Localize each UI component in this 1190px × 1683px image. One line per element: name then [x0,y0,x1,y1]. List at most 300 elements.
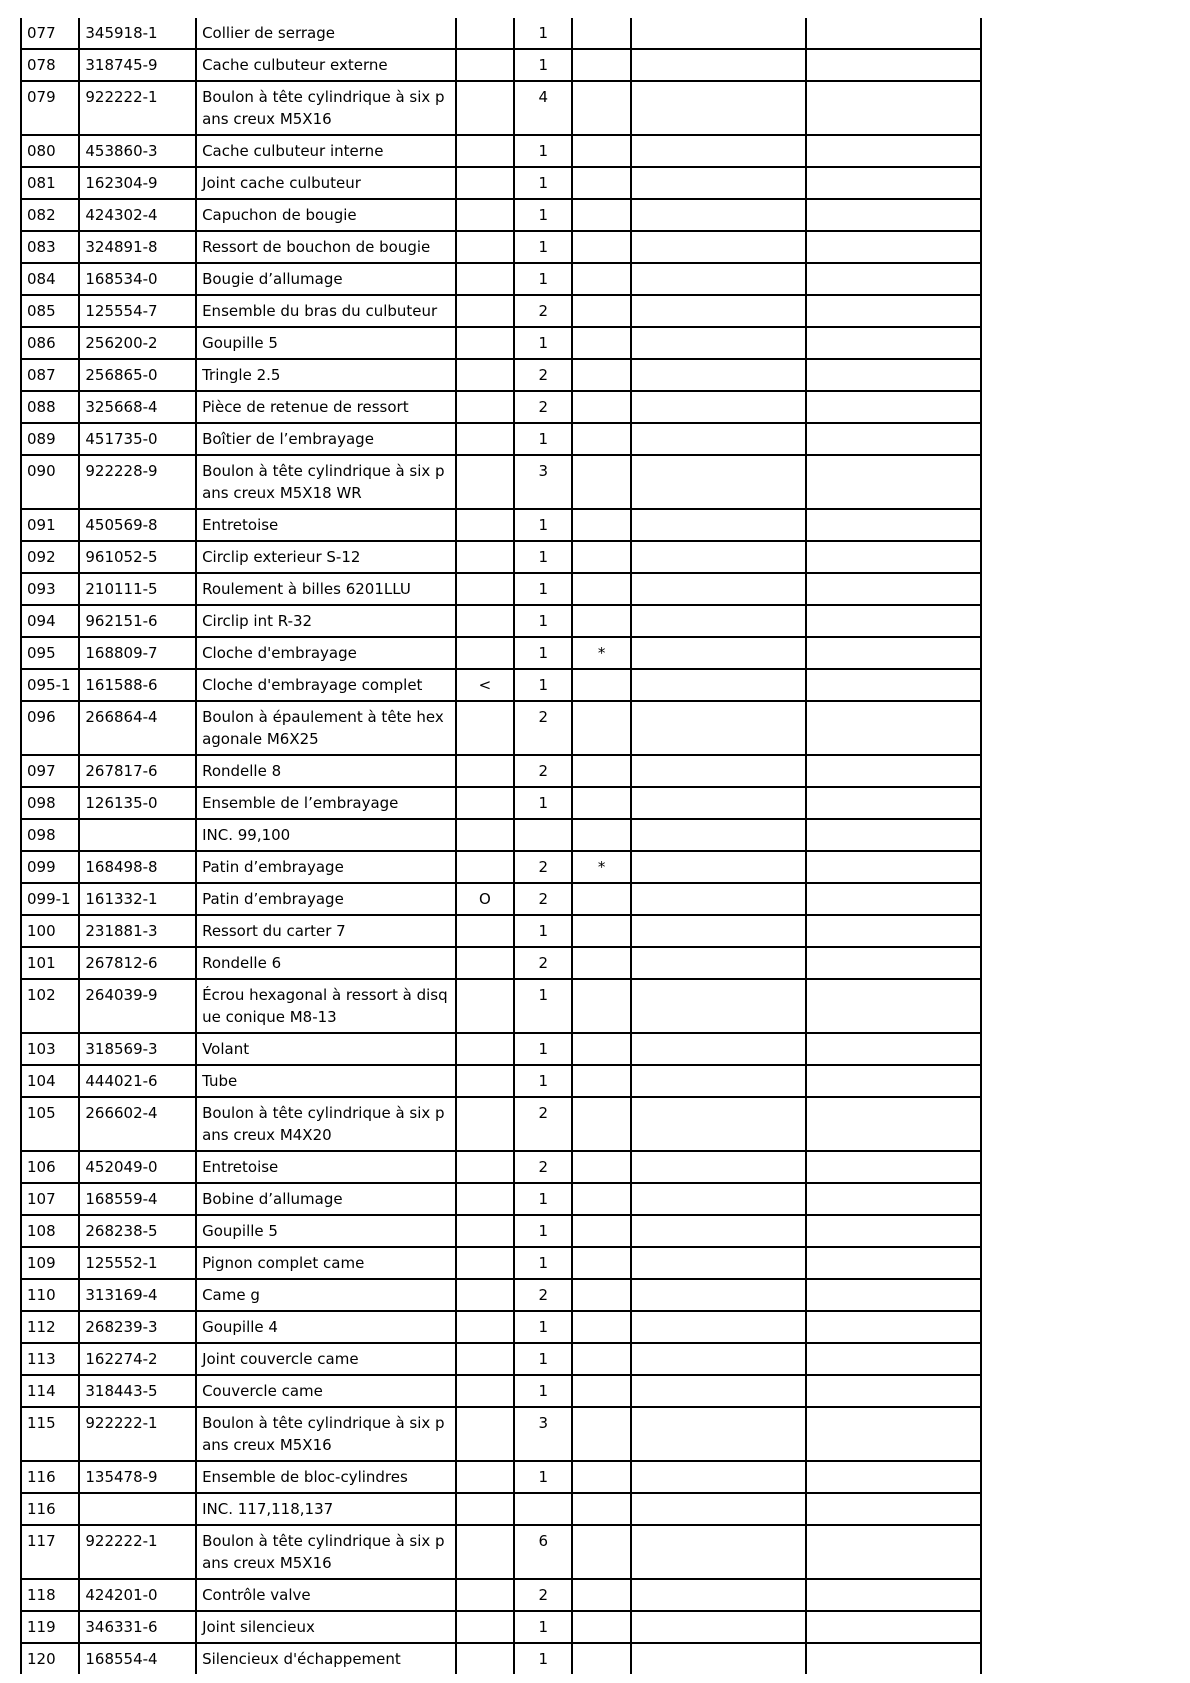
quantity: 1 [514,1065,572,1097]
blank-cell-b [806,81,981,135]
quantity: 1 [514,1033,572,1065]
table-row [21,81,981,135]
note-mark [572,1033,630,1065]
part-number: 168559-4 [79,1183,196,1215]
note-mark [572,455,630,509]
change-flag [456,1525,514,1579]
part-description: Joint couvercle came [196,1343,456,1375]
quantity: 1 [514,637,572,669]
quantity: 1 [514,49,572,81]
blank-cell-b [806,327,981,359]
change-flag [456,1033,514,1065]
note-mark [572,1279,630,1311]
table-row [21,1343,981,1375]
blank-cell-b [806,883,981,915]
part-number: 424201-0 [79,1579,196,1611]
blank-cell-b [806,49,981,81]
part-number: 256200-2 [79,327,196,359]
quantity: 1 [514,1611,572,1643]
part-number: 345918-1 [79,18,196,49]
change-flag [456,1407,514,1461]
table-row [21,541,981,573]
note-mark [572,979,630,1033]
blank-cell-b [806,391,981,423]
note-mark [572,509,630,541]
note-mark [572,1493,630,1525]
item-number: 087 [21,359,79,391]
change-flag [456,263,514,295]
quantity: 3 [514,455,572,509]
change-flag [456,541,514,573]
note-mark [572,605,630,637]
blank-cell-a [631,637,806,669]
part-description: Silencieux d'échappement [196,1643,456,1674]
change-flag [456,851,514,883]
blank-cell-a [631,819,806,851]
blank-cell-a [631,1525,806,1579]
part-number: 318443-5 [79,1375,196,1407]
part-number: 266602-4 [79,1097,196,1151]
item-number: 113 [21,1343,79,1375]
quantity: 1 [514,787,572,819]
note-mark [572,1097,630,1151]
quantity: 1 [514,167,572,199]
blank-cell-a [631,701,806,755]
note-mark [572,1151,630,1183]
blank-cell-a [631,231,806,263]
table-row [21,883,981,915]
quantity: 1 [514,199,572,231]
note-mark [572,915,630,947]
item-number: 101 [21,947,79,979]
blank-cell-a [631,509,806,541]
note-mark [572,947,630,979]
item-number: 081 [21,167,79,199]
blank-cell-b [806,423,981,455]
change-flag: < [456,669,514,701]
change-flag [456,573,514,605]
item-number: 120 [21,1643,79,1674]
table-row [21,573,981,605]
change-flag [456,509,514,541]
blank-cell-b [806,1033,981,1065]
item-number: 080 [21,135,79,167]
part-description: Écrou hexagonal à ressort à disque conique M8-13 [196,979,456,1033]
note-mark [572,1375,630,1407]
table-row [21,49,981,81]
part-description: Patin d’embrayage [196,851,456,883]
blank-cell-a [631,605,806,637]
item-number: 108 [21,1215,79,1247]
change-flag [456,423,514,455]
quantity: 2 [514,1151,572,1183]
blank-cell-b [806,979,981,1033]
quantity [514,1493,572,1525]
blank-cell-a [631,167,806,199]
blank-cell-b [806,231,981,263]
blank-cell-b [806,1493,981,1525]
item-number: 099-1 [21,883,79,915]
item-number: 084 [21,263,79,295]
change-flag [456,1493,514,1525]
item-number: 117 [21,1525,79,1579]
change-flag [456,819,514,851]
part-description: Entretoise [196,1151,456,1183]
quantity: 2 [514,883,572,915]
quantity: 2 [514,1097,572,1151]
table-row [21,947,981,979]
change-flag [456,637,514,669]
table-row [21,605,981,637]
item-number: 090 [21,455,79,509]
change-flag [456,915,514,947]
item-number: 109 [21,1247,79,1279]
quantity: 1 [514,327,572,359]
change-flag [456,327,514,359]
blank-cell-a [631,1461,806,1493]
item-number: 089 [21,423,79,455]
blank-cell-b [806,1343,981,1375]
part-description: Patin d’embrayage [196,883,456,915]
part-description: Entretoise [196,509,456,541]
part-number: 453860-3 [79,135,196,167]
quantity: 1 [514,1461,572,1493]
part-number [79,819,196,851]
change-flag [456,605,514,637]
part-description: Joint cache culbuteur [196,167,456,199]
note-mark [572,1311,630,1343]
note-mark [572,1343,630,1375]
part-number: 125554-7 [79,295,196,327]
blank-cell-a [631,1611,806,1643]
item-number: 115 [21,1407,79,1461]
part-description: Boîtier de l’embrayage [196,423,456,455]
blank-cell-b [806,1311,981,1343]
blank-cell-a [631,263,806,295]
change-flag [456,947,514,979]
blank-cell-a [631,851,806,883]
table-row [21,1183,981,1215]
quantity: 2 [514,295,572,327]
blank-cell-b [806,1611,981,1643]
item-number: 105 [21,1097,79,1151]
part-number: 450569-8 [79,509,196,541]
part-number: 318569-3 [79,1033,196,1065]
part-description: Ensemble de l’embrayage [196,787,456,819]
change-flag [456,979,514,1033]
part-description: Boulon à tête cylindrique à six pans creux M5X16 [196,81,456,135]
table-row [21,423,981,455]
note-mark [572,135,630,167]
blank-cell-a [631,18,806,49]
part-number: 962151-6 [79,605,196,637]
table-row [21,18,981,49]
item-number: 116 [21,1493,79,1525]
part-number: 324891-8 [79,231,196,263]
part-number: 346331-6 [79,1611,196,1643]
part-number: 922228-9 [79,455,196,509]
change-flag [456,199,514,231]
part-number: 256865-0 [79,359,196,391]
change-flag [456,1183,514,1215]
quantity: 1 [514,509,572,541]
part-description: Tube [196,1065,456,1097]
blank-cell-a [631,391,806,423]
blank-cell-a [631,1579,806,1611]
blank-cell-a [631,199,806,231]
part-number: 922222-1 [79,81,196,135]
note-mark [572,18,630,49]
part-description: Circlip int R-32 [196,605,456,637]
quantity: 1 [514,1215,572,1247]
blank-cell-a [631,947,806,979]
quantity: 2 [514,359,572,391]
part-number: 922222-1 [79,1525,196,1579]
blank-cell-b [806,295,981,327]
table-row [21,1215,981,1247]
quantity: 2 [514,755,572,787]
blank-cell-b [806,605,981,637]
blank-cell-a [631,135,806,167]
part-number [79,1493,196,1525]
table-row [21,755,981,787]
blank-cell-a [631,327,806,359]
item-number: 086 [21,327,79,359]
part-description: Came g [196,1279,456,1311]
part-description: Pièce de retenue de ressort [196,391,456,423]
change-flag [456,359,514,391]
item-number: 082 [21,199,79,231]
change-flag [456,295,514,327]
note-mark: * [572,851,630,883]
note-mark [572,295,630,327]
change-flag [456,1343,514,1375]
table-row [21,455,981,509]
blank-cell-a [631,1215,806,1247]
table-row [21,1407,981,1461]
item-number: 088 [21,391,79,423]
item-number: 110 [21,1279,79,1311]
table-row [21,669,981,701]
blank-cell-b [806,573,981,605]
part-description: INC. 117,118,137 [196,1493,456,1525]
change-flag [456,391,514,423]
note-mark [572,1525,630,1579]
quantity: 1 [514,915,572,947]
change-flag [456,18,514,49]
part-number: 267812-6 [79,947,196,979]
item-number: 118 [21,1579,79,1611]
part-number: 161332-1 [79,883,196,915]
blank-cell-a [631,455,806,509]
table-row [21,1097,981,1151]
blank-cell-b [806,701,981,755]
quantity: 1 [514,18,572,49]
blank-cell-b [806,1151,981,1183]
blank-cell-b [806,18,981,49]
note-mark [572,669,630,701]
blank-cell-a [631,1065,806,1097]
part-number: 266864-4 [79,701,196,755]
quantity: 1 [514,573,572,605]
part-description: Ensemble de bloc-cylindres [196,1461,456,1493]
change-flag [456,755,514,787]
note-mark [572,573,630,605]
blank-cell-a [631,359,806,391]
part-number: 210111-5 [79,573,196,605]
blank-cell-a [631,1279,806,1311]
blank-cell-a [631,1033,806,1065]
blank-cell-b [806,541,981,573]
note-mark [572,883,630,915]
note-mark [572,423,630,455]
part-description: Cloche d'embrayage [196,637,456,669]
part-number: 451735-0 [79,423,196,455]
note-mark [572,1643,630,1674]
table-row [21,979,981,1033]
quantity: 1 [514,135,572,167]
part-number: 162274-2 [79,1343,196,1375]
part-description: Capuchon de bougie [196,199,456,231]
part-number: 268239-3 [79,1311,196,1343]
blank-cell-b [806,1579,981,1611]
item-number: 099 [21,851,79,883]
note-mark [572,819,630,851]
table-row [21,359,981,391]
blank-cell-b [806,1215,981,1247]
item-number: 093 [21,573,79,605]
part-number: 231881-3 [79,915,196,947]
part-number: 424302-4 [79,199,196,231]
note-mark [572,1065,630,1097]
blank-cell-a [631,1375,806,1407]
blank-cell-b [806,359,981,391]
item-number: 103 [21,1033,79,1065]
change-flag [456,1311,514,1343]
part-number: 452049-0 [79,1151,196,1183]
change-flag [456,49,514,81]
table-row [21,135,981,167]
note-mark [572,263,630,295]
quantity: 1 [514,1311,572,1343]
blank-cell-b [806,1247,981,1279]
note-mark [572,167,630,199]
change-flag [456,455,514,509]
table-row [21,1311,981,1343]
table-row [21,1525,981,1579]
note-mark [572,327,630,359]
table-row [21,1579,981,1611]
quantity: 1 [514,541,572,573]
quantity: 1 [514,1247,572,1279]
note-mark [572,1611,630,1643]
part-description: Boulon à tête cylindrique à six pans creux M5X16 [196,1525,456,1579]
blank-cell-b [806,637,981,669]
item-number: 097 [21,755,79,787]
table-row [21,1493,981,1525]
item-number: 119 [21,1611,79,1643]
table-row [21,391,981,423]
part-number: 125552-1 [79,1247,196,1279]
blank-cell-a [631,49,806,81]
part-description: Bougie d’allumage [196,263,456,295]
item-number: 095-1 [21,669,79,701]
blank-cell-a [631,1097,806,1151]
change-flag: O [456,883,514,915]
quantity: 6 [514,1525,572,1579]
table-row [21,295,981,327]
table-row [21,231,981,263]
parts-table [20,18,982,1674]
part-number: 268238-5 [79,1215,196,1247]
item-number: 112 [21,1311,79,1343]
part-number: 161588-6 [79,669,196,701]
blank-cell-a [631,979,806,1033]
change-flag [456,135,514,167]
blank-cell-a [631,1643,806,1674]
part-number: 444021-6 [79,1065,196,1097]
part-number: 168498-8 [79,851,196,883]
part-number: 264039-9 [79,979,196,1033]
part-number: 135478-9 [79,1461,196,1493]
note-mark [572,701,630,755]
note-mark [572,1461,630,1493]
part-description: Rondelle 6 [196,947,456,979]
note-mark [572,81,630,135]
blank-cell-a [631,1343,806,1375]
part-number: 922222-1 [79,1407,196,1461]
quantity: 2 [514,947,572,979]
part-number: 313169-4 [79,1279,196,1311]
change-flag [456,1065,514,1097]
quantity: 4 [514,81,572,135]
blank-cell-b [806,1643,981,1674]
part-description: INC. 99,100 [196,819,456,851]
quantity: 1 [514,263,572,295]
blank-cell-a [631,1311,806,1343]
table-row [21,1461,981,1493]
quantity: 3 [514,1407,572,1461]
part-description: Volant [196,1033,456,1065]
note-mark [572,1215,630,1247]
change-flag [456,1375,514,1407]
quantity: 2 [514,391,572,423]
part-number: 267817-6 [79,755,196,787]
part-description: Goupille 5 [196,327,456,359]
blank-cell-a [631,669,806,701]
blank-cell-a [631,883,806,915]
blank-cell-b [806,755,981,787]
part-description: Circlip exterieur S-12 [196,541,456,573]
part-description: Goupille 5 [196,1215,456,1247]
blank-cell-b [806,669,981,701]
part-description: Boulon à tête cylindrique à six pans creux M5X16 [196,1407,456,1461]
part-description: Ensemble du bras du culbuteur [196,295,456,327]
part-description: Boulon à tête cylindrique à six pans creux M5X18 WR [196,455,456,509]
blank-cell-b [806,1407,981,1461]
part-description: Bobine d’allumage [196,1183,456,1215]
blank-cell-a [631,423,806,455]
item-number: 085 [21,295,79,327]
blank-cell-b [806,167,981,199]
part-description: Roulement à billes 6201LLU [196,573,456,605]
table-row [21,199,981,231]
table-row [21,509,981,541]
change-flag [456,1215,514,1247]
item-number: 116 [21,1461,79,1493]
table-row [21,637,981,669]
table-row [21,915,981,947]
